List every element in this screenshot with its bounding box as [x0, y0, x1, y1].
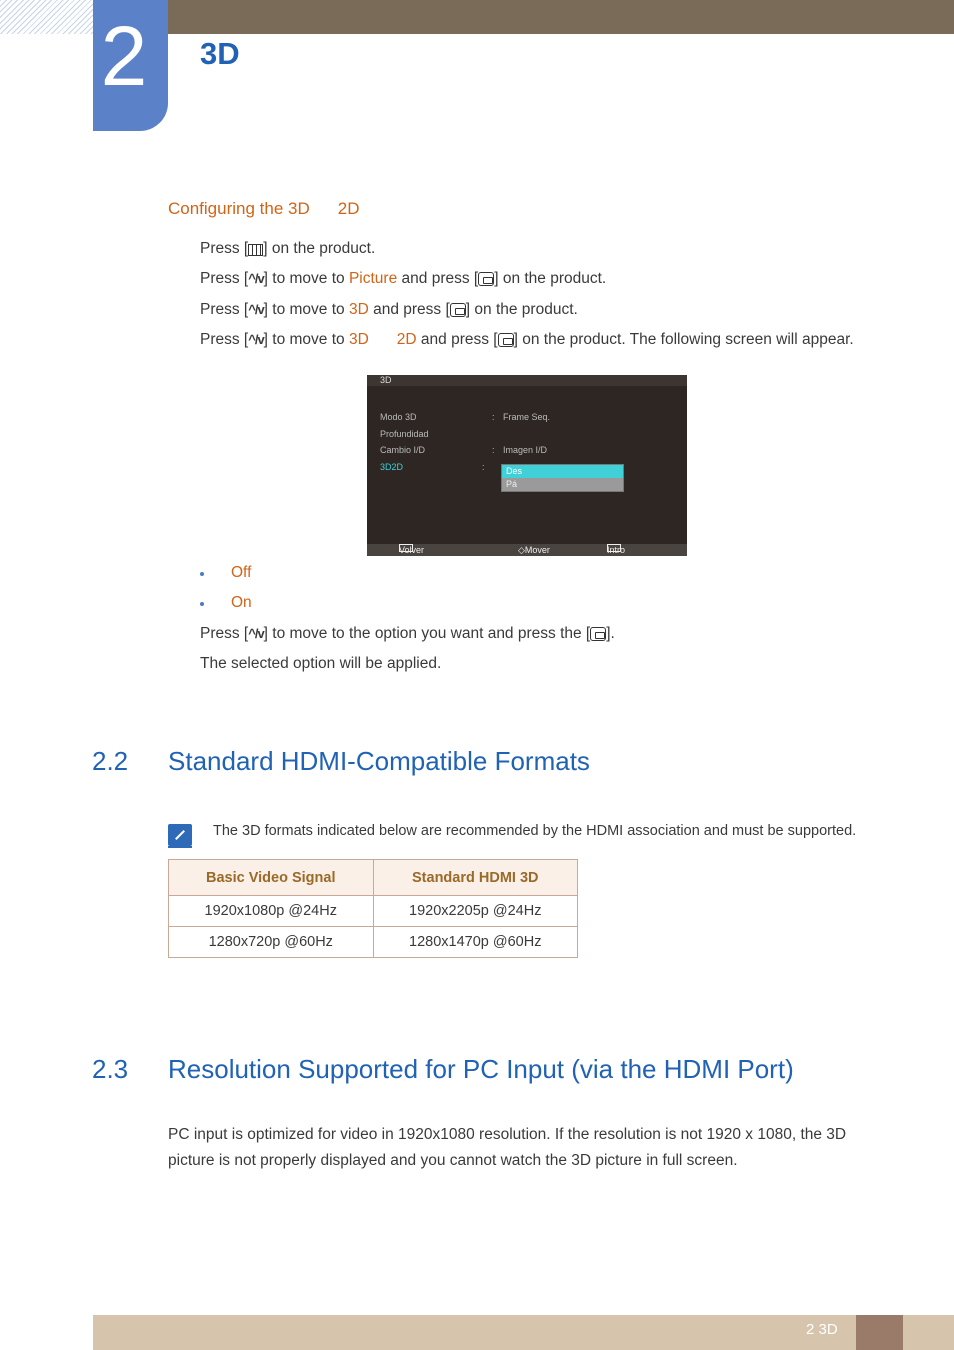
up-down-icon: ^/v [248, 271, 264, 286]
footer-label: 2 3D [806, 1321, 838, 1338]
chapter-tab [93, 0, 168, 131]
step-1: Press [ ] on the product. [200, 240, 376, 257]
header-hatch [0, 0, 93, 34]
enter-icon [478, 272, 494, 286]
step-6: The selected option will be applied. [200, 655, 442, 672]
chapter-title: 3D [200, 36, 240, 71]
menu-icon [248, 244, 263, 256]
section-body: PC input is optimized for video in 1920x1080 resolution. If the resolution is not 1920 x 1080, the 3D picture is not properly displayed and you cannot watch the 3D picture in full screen. [168, 1126, 847, 1169]
enter-icon [498, 333, 514, 347]
chapter-number: 2 [100, 9, 148, 103]
osd-option-pa: Pá [506, 479, 518, 489]
section-title: Standard HDMI-Compatible Formats [168, 746, 590, 776]
table-cell: 1920x2205p @24Hz [373, 896, 578, 927]
section-number: 2.3 [92, 1054, 129, 1084]
footer-page-box [856, 1315, 903, 1350]
table-header: Standard HDMI 3D [373, 860, 578, 896]
enter-icon [450, 303, 466, 317]
step-3: Press [^/v] to move to 3D and press [ ] on the product. [200, 301, 578, 318]
table-row [169, 927, 578, 958]
header-bar [93, 0, 954, 34]
section-number: 2.2 [92, 746, 129, 776]
osd-row-profundidad: Profundidad [380, 429, 429, 439]
osd-row-cambio: Cambio I/D [380, 445, 426, 455]
osd-row-3d2d: 3D2D [380, 462, 404, 472]
osd-row-modo: Modo 3D [380, 412, 417, 422]
osd-value-cambio: Imagen I/D [503, 445, 548, 455]
bullet-on: On [200, 594, 252, 612]
table-cell: 1280x1470p @60Hz [373, 927, 578, 958]
bullet-off: Off [200, 564, 251, 582]
step-2: Press [^/v] to move to Picture and press [ ] on the product. [200, 270, 607, 287]
note-underline [168, 846, 192, 848]
enter-icon [590, 627, 606, 641]
osd-screenshot: 3D Modo 3D : Frame Seq. Profundidad Cambio I/D : Imagen I/D 3D2D : Des Pá Volver ◇ Mover Intro [367, 375, 687, 556]
note-icon [168, 824, 192, 846]
up-down-icon: ^/v [248, 626, 264, 641]
step-4: Press [^/v] to move to 3D 2D and press [ ] on the product. The following screen will appear. [200, 331, 854, 348]
step-5: Press [^/v] to move to the option you want and press the [ ]. [200, 625, 615, 642]
table-cell: 1280x720p @60Hz [169, 927, 374, 958]
osd-footer: Volver ◇ Mover Intro [367, 544, 687, 556]
table-header: Basic Video Signal [169, 860, 374, 896]
osd-value-modo: Frame Seq. [503, 412, 551, 422]
note-text: The 3D formats indicated below are recommended by the HDMI association and must be supported. [213, 823, 857, 839]
osd-option-des: Des [502, 465, 623, 478]
hdmi-formats-table [168, 859, 578, 958]
subsection-title: Configuring the 3D 2D [168, 199, 360, 218]
osd-dropdown [501, 464, 624, 492]
up-down-icon: ^/v [248, 302, 264, 317]
up-down-icon: ^/v [248, 332, 264, 347]
osd-title: 3D [367, 375, 687, 386]
table-cell: 1920x1080p @24Hz [169, 896, 374, 927]
section-title: Resolution Supported for PC Input (via the HDMI Port) [168, 1054, 794, 1084]
table-row [169, 896, 578, 927]
